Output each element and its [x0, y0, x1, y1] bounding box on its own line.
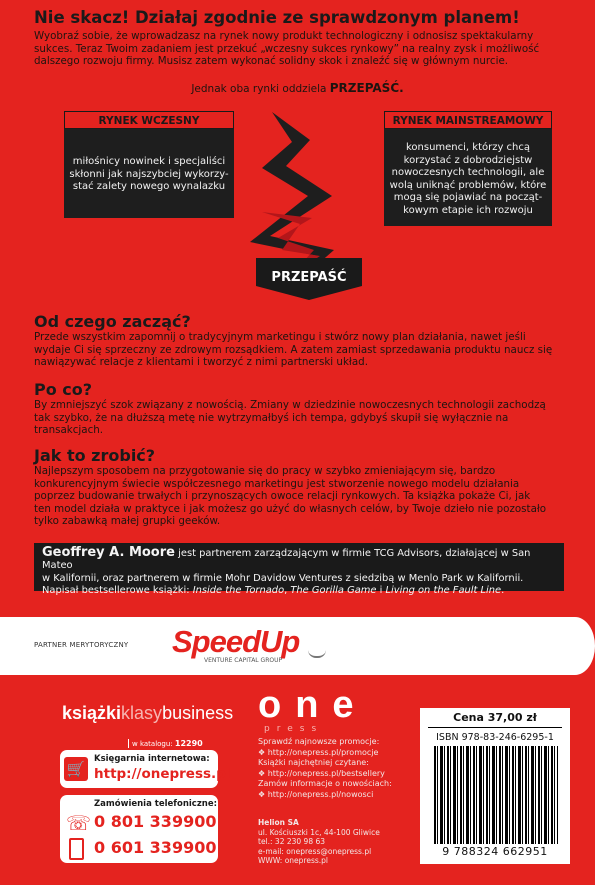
address-line: ul. Kościuszki 1c, 44-100 Gliwice [258, 827, 380, 837]
onepress-logo-sub: press [264, 724, 324, 734]
mainstream-market-line: wolą uniknąć problemów, które [389, 179, 547, 191]
chasm-crack-shape [250, 112, 334, 278]
section-line: tylko zabawką małej grupki geeków. [34, 515, 221, 528]
section-line: Najlepszym sposobem na przygotowanie się do pracy w szybko zmieniającym się, bardzo [34, 465, 496, 477]
intro-line: sukces. Teraz Twoim zadaniem jest przekuć „wczesny sukces rynkowy” na realny zysk i możliwość [34, 42, 540, 55]
section-line: konkurencyjnym świecie współczesnego marketingu jest stworzenie nowego modelu działania [34, 477, 520, 490]
mainstream-market-line: kowym etapie ich rozwoju [403, 204, 533, 216]
series-word: business [162, 703, 234, 723]
section-heading: Od czego zacząć? [34, 312, 191, 331]
chasm-label: PRZEPAŚĆ [271, 270, 347, 285]
section-line: wydaje Ci się sprzeczny ze zdrowym rozsądkiem. A zatem zamiast sprzedawania produktu naucz się [34, 343, 553, 356]
early-market-line: stać zalety nowego wynalazku [72, 181, 226, 193]
series-word: książki [62, 703, 122, 723]
publisher-link-label: Zamów informacje o nowościach: [258, 779, 392, 788]
early-market-box [64, 122, 234, 218]
section-body [34, 465, 579, 528]
publisher-link[interactable]: ❖ http://onepress.pl/nowosci [258, 789, 374, 799]
address-line: WWW: onepress.pl [258, 856, 329, 865]
publisher-link-label: Książki najchętniej czytane: [258, 758, 369, 767]
divider-sentence [0, 82, 595, 96]
section-body [34, 399, 574, 437]
isbn-label: ISBN 978-83-246-6295-1 [436, 732, 554, 743]
section-line: Przede wszystkim zapomnij o tradycyjnym marketingu i stwórz nowy plan działania, nawet jeśli [34, 331, 526, 343]
price-divider [428, 727, 562, 728]
author-line: Geoffrey A. Moore jest partnerem zarządzającym w firmie TCG Advisors, działającej w San Mateo [42, 545, 531, 572]
bullet-icon: ❖ [258, 768, 268, 778]
address-line: Helion SA [258, 818, 299, 827]
phone-number-landline[interactable]: 0 801 339900 [94, 812, 217, 831]
barcode-digits: 9 788324 662951 [420, 845, 570, 858]
barcode [434, 746, 558, 844]
section-line: nawiązywać relacje z klientami i tworzyć z nimi partnerski układ. [34, 356, 368, 369]
publisher-link[interactable]: ❖ http://onepress.pl/bestsellery [258, 768, 385, 778]
price-label: Cena 37,00 zł [453, 711, 537, 724]
book-title: The Gorilla Game [290, 585, 377, 597]
price-barcode-box [420, 708, 570, 864]
early-market-line: miłośnicy nowinek i specjaliści [72, 156, 226, 167]
section-body [34, 331, 574, 369]
intro-paragraph [34, 30, 574, 68]
mainstream-market-line: nowoczesnych technologii, ale [391, 167, 545, 179]
publisher-address [258, 818, 408, 866]
section-line: tak szybko, że na dłuższą metę nie wytrzymałbyś ich tempa, gdybyś skupił się wyłącznie na [34, 411, 509, 424]
partner-label: PARTNER MERYTORYCZNY [34, 641, 129, 649]
publisher-links [258, 737, 408, 800]
speedup-logo-word: SpeedUp [172, 624, 300, 659]
online-shop-badge[interactable] [60, 750, 231, 788]
section-line: By zmniejszyć szok związany z nowością. Zmiany w dziedzinie nowoczesnych technologii zachodzą [34, 399, 546, 411]
section-line: transakcjach. [34, 424, 104, 437]
catalog-number: w katalogu: 12290 [128, 739, 203, 748]
mobile-phone-icon [69, 838, 84, 860]
divider-bold: PRZEPAŚĆ. [329, 81, 404, 95]
author-name: Geoffrey A. Moore [42, 545, 175, 560]
divider-text: Jednak oba rynki oddziela [191, 83, 327, 95]
mainstream-market-line: mogą się pojawiać na począt- [393, 192, 543, 204]
series-word: klasy [121, 703, 163, 723]
intro-line: dalszego rozwoju firmy. Musisz zatem wykonać solidny skok i znaleźć się w głównym nurcie. [34, 55, 509, 68]
mainstream-market-line: korzystać z dobrodziejstw [403, 154, 533, 166]
bullet-icon: ❖ [258, 789, 268, 799]
section-start [34, 312, 574, 369]
section-how [34, 446, 579, 528]
mainstream-market-title: RYNEK MAINSTREAMOWY [384, 111, 552, 129]
phone-number-mobile[interactable]: 0 601 339900 [94, 838, 217, 857]
section-heading: Po co? [34, 380, 93, 399]
cart-icon: 🛒 [64, 757, 88, 781]
address-line: tel.: 32 230 98 63 [258, 837, 326, 846]
publisher-link[interactable]: ❖ http://onepress.pl/promocje [258, 747, 379, 757]
online-shop-url[interactable]: http://onepress.pl [94, 766, 231, 782]
author-line: Napisał bestsellerowe książki: Inside the Tornado, The Gorilla Game i Living on the Fault Line. [42, 585, 505, 597]
section-line: ten model działa w praktyce i jak możesz go użyć do własnych celów, by Twoje dzieło nie pozostało [34, 502, 547, 515]
book-title: Inside the Tornado [192, 585, 285, 597]
section-heading: Jak to zrobić? [34, 446, 156, 465]
online-shop-label: Księgarnia internetowa: [94, 754, 210, 764]
phone-order-label: Zamówienia telefoniczne: [94, 799, 217, 809]
mainstream-market-line: konsumenci, którzy chcą [405, 142, 531, 153]
early-market-line: skłonni jak najszybciej wykorzy- [69, 168, 229, 180]
section-why [34, 380, 574, 437]
speedup-logo [172, 624, 299, 664]
author-line: w Kalifornii, oraz partnerem w firmie Mohr Davidow Ventures z siedzibą w Menlo Park w Kalifornii. [42, 572, 524, 584]
book-title: Living on the Fault Line [385, 585, 502, 597]
onepress-logo [258, 686, 368, 734]
phone-order-badge [60, 795, 218, 863]
onepress-logo-word: one [258, 684, 368, 726]
address-line: e-mail: onepress@onepress.pl [258, 846, 372, 856]
phone-icon: ☏ [66, 811, 92, 835]
mainstream-market-box [384, 122, 552, 226]
series-logo [62, 703, 233, 724]
bullet-icon: ❖ [258, 747, 268, 757]
publisher-link-label: Sprawdź najnowsze promocje: [258, 737, 380, 746]
intro-line: Wyobraź sobie, że wprowadzasz na rynek nowy produkt technologiczny i odnosisz spektakularny [34, 30, 534, 42]
speedup-logo-sub: VENTURE CAPITAL GROUP [204, 657, 283, 664]
early-market-title: RYNEK WCZESNY [64, 111, 234, 129]
author-bio [34, 543, 564, 597]
section-line: poprzez budowanie trwałych i przynoszących owoce relacji rynkowych. Ta książka pokaże Ci, jak [34, 490, 531, 503]
cover-title: Nie skacz! Działaj zgodnie ze sprawdzonym planem! [34, 8, 520, 27]
